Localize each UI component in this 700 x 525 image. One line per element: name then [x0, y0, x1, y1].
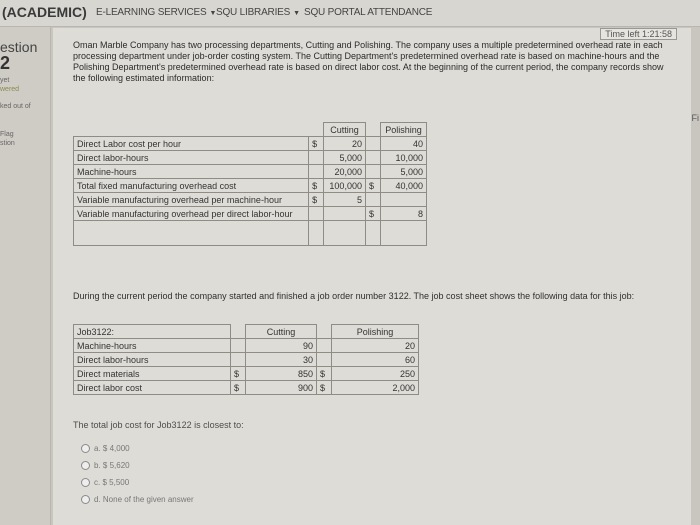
chevron-down-icon: ▼ — [209, 10, 217, 17]
status-text-2: wered — [0, 86, 20, 93]
table-row: Direct labor-hours 30 60 — [74, 353, 419, 367]
nav-squ-portal-attendance[interactable]: SQU PORTAL ATTENDANCE — [304, 7, 433, 18]
table-spacer-row — [74, 221, 427, 246]
question-intro: Oman Marble Company has two processing departments, Cutting and Polishing. The company uses a multiple predetermined overhead rate in each processing department under job-order costing system. The Cutting Department's predetermined overhead rate is based on machine-hours and the Polishing Department's predetermined overhead rate is based on direct labor cost. At the beginning of the current period, the company records show the following estimated information: — [73, 40, 664, 83]
radio-button[interactable] — [81, 461, 90, 470]
question-prompt: The total job cost for Job3122 is closest to: — [73, 420, 244, 430]
answer-option-c[interactable]: c. $ 5,500 — [81, 474, 194, 491]
radio-button[interactable] — [81, 478, 90, 487]
table-row: Machine-hours 20,000 5,000 — [74, 165, 427, 179]
job-cost-table — [73, 324, 419, 395]
question-info-panel — [0, 27, 51, 525]
flag-question-link-2[interactable]: stion — [0, 140, 15, 147]
table-row: Direct materials $ 850 $ 250 — [74, 367, 419, 381]
answer-option-d[interactable]: d. None of the given answer — [81, 491, 194, 508]
header-cutting: Cutting — [245, 325, 316, 339]
table-row: Variable manufacturing overhead per direct labor-hour $ 8 — [74, 207, 427, 221]
finish-attempt-link[interactable]: Fi — [691, 113, 699, 123]
estimates-table — [73, 122, 427, 246]
table-row: Direct labor cost $ 900 $ 2,000 — [74, 381, 419, 395]
header-polishing: Polishing — [331, 325, 418, 339]
answer-options — [81, 440, 194, 508]
status-text: yet — [0, 77, 10, 84]
points-label: ked out of — [0, 103, 31, 110]
radio-button[interactable] — [81, 444, 90, 453]
question-number: 2 — [0, 53, 11, 73]
table-corner — [74, 123, 309, 137]
question-label: estion — [0, 39, 38, 55]
top-navigation-bar — [0, 0, 700, 27]
table-row: Direct labor-hours 5,000 10,000 — [74, 151, 427, 165]
header-cutting: Cutting — [324, 123, 366, 137]
job-intro-text: During the current period the company started and finished a job order number 3122. The job cost sheet shows the following data for this job: — [73, 291, 635, 301]
chevron-down-icon: ▼ — [293, 10, 300, 17]
nav-squ-libraries[interactable]: SQU LIBRARIES ▼ — [216, 7, 300, 18]
flag-question-link[interactable]: Flag — [0, 131, 14, 138]
radio-button[interactable] — [81, 495, 90, 504]
table-row: Direct Labor cost per hour $ 20 40 — [74, 137, 427, 151]
table-row: Variable manufacturing overhead per machine-hour $ 5 — [74, 193, 427, 207]
question-content — [53, 28, 699, 525]
header-polishing: Polishing — [380, 123, 426, 137]
answer-option-b[interactable]: b. $ 5,620 — [81, 457, 194, 474]
table-row: Total fixed manufacturing overhead cost $ 100,000 $ 40,000 — [74, 179, 427, 193]
nav-e-learning-services[interactable]: E-LEARNING SERVICES ▼ — [96, 7, 217, 18]
job-title: Job3122: — [74, 325, 231, 339]
answer-option-a[interactable]: a. $ 4,000 — [81, 440, 194, 457]
table-row: Machine-hours 90 20 — [74, 339, 419, 353]
time-left: Time left 1:21:58 — [600, 28, 677, 40]
site-brand[interactable]: (ACADEMIC) — [2, 4, 87, 20]
